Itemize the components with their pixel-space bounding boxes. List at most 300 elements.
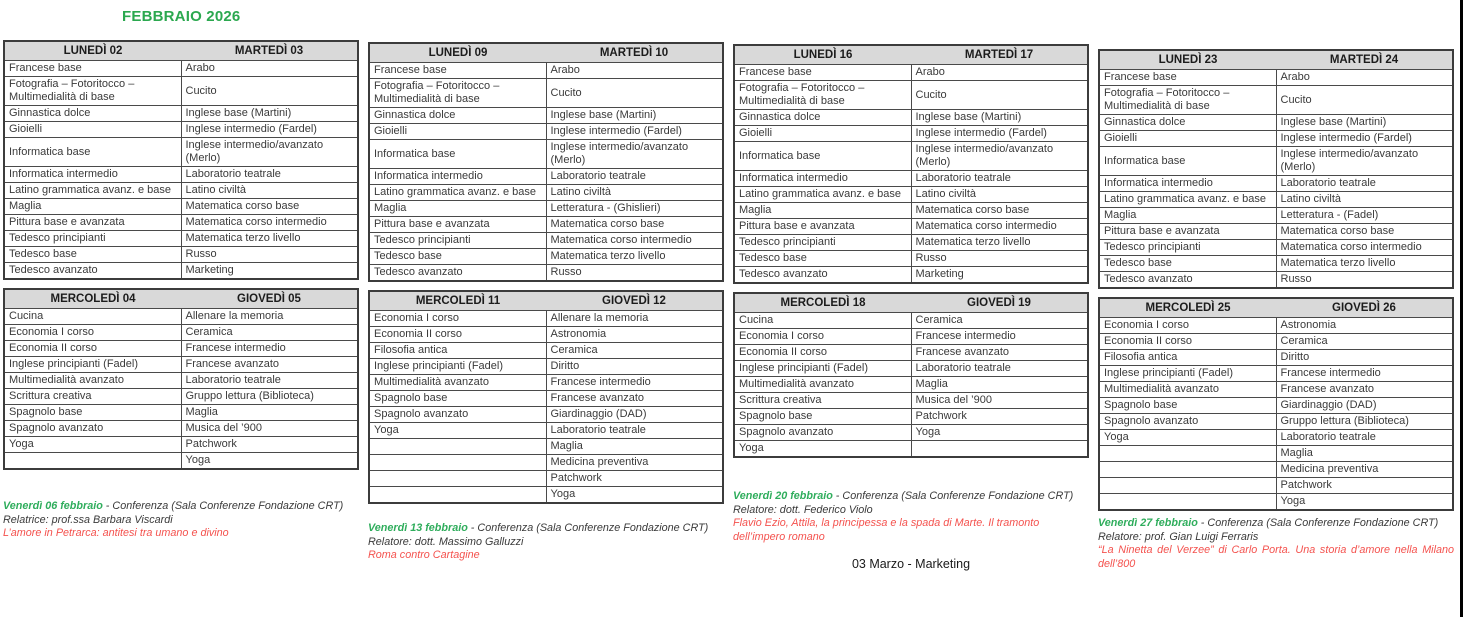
conference-event: - Conferenza (Sala Conferenze Fondazione CRT) bbox=[832, 490, 1074, 502]
course-cell: Francese base bbox=[1099, 70, 1276, 86]
course-cell: Inglese base (Martini) bbox=[911, 110, 1088, 126]
table-row bbox=[369, 201, 723, 217]
course-cell: Cucina bbox=[4, 309, 181, 325]
conference-note-week4 bbox=[1098, 517, 1454, 571]
course-cell: Tedesco principianti bbox=[734, 235, 911, 251]
table-row bbox=[734, 313, 1088, 329]
course-cell: Inglese intermedio/avanzato (Merlo) bbox=[546, 140, 723, 169]
conference-date-line bbox=[3, 500, 359, 514]
course-cell: Maglia bbox=[734, 203, 911, 219]
table-row bbox=[369, 124, 723, 140]
course-cell: Laboratorio teatrale bbox=[546, 423, 723, 439]
course-cell: Yoga bbox=[1099, 430, 1276, 446]
table-row bbox=[734, 409, 1088, 425]
table-row bbox=[369, 327, 723, 343]
course-cell: Cucina bbox=[734, 313, 911, 329]
table-row bbox=[1099, 446, 1453, 462]
course-cell: Inglese principianti (Fadel) bbox=[369, 359, 546, 375]
course-cell: Ginnastica dolce bbox=[734, 110, 911, 126]
course-cell: Allenare la memoria bbox=[546, 311, 723, 327]
course-cell: Inglese base (Martini) bbox=[181, 106, 358, 122]
table-row bbox=[1099, 366, 1453, 382]
conference-date: Venerdì 06 febbraio bbox=[3, 500, 103, 512]
course-cell: Spagnolo base bbox=[734, 409, 911, 425]
course-cell: Latino grammatica avanz. e base bbox=[734, 187, 911, 203]
course-cell: Latino civiltà bbox=[181, 183, 358, 199]
course-cell: Maglia bbox=[181, 405, 358, 421]
table-row bbox=[734, 203, 1088, 219]
course-cell: Spagnolo base bbox=[4, 405, 181, 421]
table-row bbox=[734, 110, 1088, 126]
table-row bbox=[369, 391, 723, 407]
table-row bbox=[4, 183, 358, 199]
table-row bbox=[1099, 462, 1453, 478]
table-row bbox=[369, 63, 723, 79]
day-header-row bbox=[734, 293, 1088, 313]
course-cell: Informatica intermedio bbox=[1099, 176, 1276, 192]
course-cell: Inglese base (Martini) bbox=[546, 108, 723, 124]
course-cell bbox=[369, 455, 546, 471]
course-cell: Economia II corso bbox=[369, 327, 546, 343]
course-cell bbox=[369, 471, 546, 487]
course-cell: Scrittura creativa bbox=[4, 389, 181, 405]
course-cell: Francese avanzato bbox=[181, 357, 358, 373]
course-cell: Yoga bbox=[1276, 494, 1453, 511]
table-row bbox=[734, 251, 1088, 267]
course-cell: Marketing bbox=[911, 267, 1088, 284]
table-row bbox=[369, 343, 723, 359]
course-cell: Economia II corso bbox=[4, 341, 181, 357]
course-cell: Matematica corso intermedio bbox=[911, 219, 1088, 235]
day-header-row bbox=[1099, 298, 1453, 318]
week-column-1 bbox=[3, 40, 359, 541]
table-row bbox=[369, 375, 723, 391]
course-cell bbox=[1099, 462, 1276, 478]
course-cell: Francese intermedio bbox=[546, 375, 723, 391]
conference-topic: L’amore in Petrarca: antitesi tra umano e divino bbox=[3, 527, 229, 539]
table-row bbox=[4, 61, 358, 77]
table-row bbox=[734, 377, 1088, 393]
course-cell: Tedesco principianti bbox=[4, 231, 181, 247]
table-row bbox=[1099, 382, 1453, 398]
course-cell: Inglese intermedio (Fardel) bbox=[911, 126, 1088, 142]
table-row bbox=[1099, 414, 1453, 430]
course-cell: Maglia bbox=[1099, 208, 1276, 224]
table-row bbox=[1099, 494, 1453, 511]
course-cell: Inglese intermedio/avanzato (Merlo) bbox=[1276, 147, 1453, 176]
table-row bbox=[734, 267, 1088, 284]
course-cell: Matematica corso intermedio bbox=[181, 215, 358, 231]
table-row bbox=[4, 263, 358, 280]
course-cell: Multimedialità avanzato bbox=[369, 375, 546, 391]
table-row bbox=[369, 249, 723, 265]
day-header: MERCOLEDÌ 25 bbox=[1099, 298, 1276, 318]
course-cell: Arabo bbox=[546, 63, 723, 79]
course-cell: Letteratura - (Ghislieri) bbox=[546, 201, 723, 217]
course-cell bbox=[911, 441, 1088, 458]
course-cell: Multimedialità avanzato bbox=[4, 373, 181, 389]
course-cell: Cucito bbox=[546, 79, 723, 108]
week-column-4 bbox=[1098, 49, 1454, 571]
course-cell: Tedesco principianti bbox=[369, 233, 546, 249]
course-cell: Yoga bbox=[734, 441, 911, 458]
course-cell: Inglese base (Martini) bbox=[1276, 115, 1453, 131]
conference-note-week2 bbox=[368, 522, 724, 563]
course-cell: Gruppo lettura (Biblioteca) bbox=[1276, 414, 1453, 430]
table-row bbox=[1099, 240, 1453, 256]
course-cell: Gioielli bbox=[734, 126, 911, 142]
table-row bbox=[4, 325, 358, 341]
table-row bbox=[1099, 334, 1453, 350]
course-cell: Matematica corso base bbox=[181, 199, 358, 215]
table-row bbox=[369, 359, 723, 375]
course-cell: Economia II corso bbox=[1099, 334, 1276, 350]
day-header: GIOVEDÌ 05 bbox=[181, 289, 358, 309]
conference-date: Venerdì 20 febbraio bbox=[733, 490, 833, 502]
table-row bbox=[4, 138, 358, 167]
course-cell: Cucito bbox=[181, 77, 358, 106]
course-cell: Francese base bbox=[734, 65, 911, 81]
course-cell: Laboratorio teatrale bbox=[181, 167, 358, 183]
course-cell: Cucito bbox=[1276, 86, 1453, 115]
course-cell: Diritto bbox=[546, 359, 723, 375]
conference-speaker: Relatore: dott. Massimo Galluzzi bbox=[368, 535, 524, 548]
course-cell: Francese avanzato bbox=[1276, 382, 1453, 398]
course-cell: Tedesco principianti bbox=[1099, 240, 1276, 256]
day-header: GIOVEDÌ 12 bbox=[546, 291, 723, 311]
course-cell: Francese intermedio bbox=[911, 329, 1088, 345]
course-cell: Tedesco base bbox=[734, 251, 911, 267]
course-cell: Fotografia – Fotoritocco – Multimedialità di base bbox=[4, 77, 181, 106]
conference-date: Venerdì 13 febbraio bbox=[368, 522, 468, 534]
course-cell: Informatica base bbox=[734, 142, 911, 171]
day-header: LUNEDÌ 02 bbox=[4, 41, 181, 61]
course-cell: Informatica base bbox=[1099, 147, 1276, 176]
table-row bbox=[1099, 398, 1453, 414]
day-header: LUNEDÌ 09 bbox=[369, 43, 546, 63]
course-cell: Gioielli bbox=[4, 122, 181, 138]
course-cell: Cucito bbox=[911, 81, 1088, 110]
conference-date-line bbox=[733, 490, 1089, 504]
day-header: MARTEDÌ 24 bbox=[1276, 50, 1453, 70]
course-cell: Francese base bbox=[4, 61, 181, 77]
table-row bbox=[4, 453, 358, 470]
course-cell: Maglia bbox=[369, 201, 546, 217]
course-cell: Matematica terzo livello bbox=[911, 235, 1088, 251]
course-cell: Economia I corso bbox=[1099, 318, 1276, 334]
table-row bbox=[369, 140, 723, 169]
course-cell: Medicina preventiva bbox=[546, 455, 723, 471]
course-cell: Economia I corso bbox=[734, 329, 911, 345]
march-marketing-note: 03 Marzo - Marketing bbox=[851, 557, 971, 571]
conference-event: - Conferenza (Sala Conferenze Fondazione CRT) bbox=[102, 500, 344, 512]
course-cell: Yoga bbox=[4, 437, 181, 453]
conference-topic: Roma contro Cartagine bbox=[368, 549, 480, 561]
table-row bbox=[734, 65, 1088, 81]
course-cell: Astronomia bbox=[1276, 318, 1453, 334]
course-cell: Tedesco avanzato bbox=[369, 265, 546, 282]
course-cell: Patchwork bbox=[546, 471, 723, 487]
course-cell: Matematica corso base bbox=[911, 203, 1088, 219]
course-cell: Tedesco base bbox=[4, 247, 181, 263]
course-cell: Laboratorio teatrale bbox=[911, 361, 1088, 377]
table-row bbox=[4, 106, 358, 122]
course-cell: Filosofia antica bbox=[369, 343, 546, 359]
course-cell: Laboratorio teatrale bbox=[911, 171, 1088, 187]
table-row bbox=[734, 142, 1088, 171]
course-cell: Filosofia antica bbox=[1099, 350, 1276, 366]
course-cell: Matematica terzo livello bbox=[1276, 256, 1453, 272]
course-cell: Laboratorio teatrale bbox=[181, 373, 358, 389]
course-cell: Giardinaggio (DAD) bbox=[1276, 398, 1453, 414]
table-row bbox=[734, 361, 1088, 377]
table-row bbox=[4, 309, 358, 325]
course-cell: Pittura base e avanzata bbox=[4, 215, 181, 231]
day-header: MERCOLEDÌ 04 bbox=[4, 289, 181, 309]
course-cell: Matematica corso base bbox=[1276, 224, 1453, 240]
course-cell: Informatica intermedio bbox=[734, 171, 911, 187]
course-cell: Multimedialità avanzato bbox=[734, 377, 911, 393]
course-cell: Maglia bbox=[4, 199, 181, 215]
course-cell: Arabo bbox=[1276, 70, 1453, 86]
course-cell: Medicina preventiva bbox=[1276, 462, 1453, 478]
course-cell: Giardinaggio (DAD) bbox=[546, 407, 723, 423]
table-row bbox=[369, 455, 723, 471]
table-row bbox=[369, 233, 723, 249]
day-header: GIOVEDÌ 19 bbox=[911, 293, 1088, 313]
course-cell: Informatica intermedio bbox=[369, 169, 546, 185]
course-cell: Informatica intermedio bbox=[4, 167, 181, 183]
course-cell: Ginnastica dolce bbox=[1099, 115, 1276, 131]
course-cell: Spagnolo avanzato bbox=[734, 425, 911, 441]
table-row bbox=[369, 487, 723, 504]
course-cell: Inglese intermedio (Fardel) bbox=[546, 124, 723, 140]
day-header: MARTEDÌ 03 bbox=[181, 41, 358, 61]
course-cell: Patchwork bbox=[911, 409, 1088, 425]
course-cell: Matematica corso intermedio bbox=[546, 233, 723, 249]
table-row bbox=[1099, 86, 1453, 115]
table-row bbox=[4, 77, 358, 106]
course-cell: Laboratorio teatrale bbox=[1276, 176, 1453, 192]
conference-event: - Conferenza (Sala Conferenze Fondazione CRT) bbox=[1197, 517, 1439, 529]
course-cell: Tedesco base bbox=[1099, 256, 1276, 272]
table-row bbox=[1099, 430, 1453, 446]
course-cell: Russo bbox=[546, 265, 723, 282]
table-row bbox=[734, 126, 1088, 142]
schedule-table-mon23-tue24 bbox=[1098, 49, 1454, 289]
table-row bbox=[4, 167, 358, 183]
course-cell: Francese intermedio bbox=[181, 341, 358, 357]
course-cell bbox=[1099, 494, 1276, 511]
day-header-row bbox=[1099, 50, 1453, 70]
course-cell: Matematica corso intermedio bbox=[1276, 240, 1453, 256]
course-cell: Latino grammatica avanz. e base bbox=[369, 185, 546, 201]
schedule-grid bbox=[3, 0, 1454, 572]
course-cell: Spagnolo avanzato bbox=[369, 407, 546, 423]
table-row bbox=[1099, 224, 1453, 240]
day-header-row bbox=[369, 43, 723, 63]
course-cell: Informatica base bbox=[369, 140, 546, 169]
course-cell: Fotografia – Fotoritocco – Multimedialità di base bbox=[1099, 86, 1276, 115]
course-cell: Ginnastica dolce bbox=[4, 106, 181, 122]
course-cell: Fotografia – Fotoritocco – Multimedialità di base bbox=[734, 81, 911, 110]
table-row bbox=[4, 215, 358, 231]
table-row bbox=[369, 311, 723, 327]
conference-date-line bbox=[368, 522, 724, 536]
table-row bbox=[1099, 318, 1453, 334]
course-cell: Russo bbox=[181, 247, 358, 263]
course-cell: Arabo bbox=[181, 61, 358, 77]
course-cell: Astronomia bbox=[546, 327, 723, 343]
table-row bbox=[1099, 350, 1453, 366]
course-cell: Gruppo lettura (Biblioteca) bbox=[181, 389, 358, 405]
course-cell: Ceramica bbox=[1276, 334, 1453, 350]
table-row bbox=[734, 219, 1088, 235]
course-cell: Ceramica bbox=[546, 343, 723, 359]
table-row bbox=[4, 247, 358, 263]
course-cell: Ceramica bbox=[181, 325, 358, 341]
table-row bbox=[1099, 131, 1453, 147]
course-cell: Matematica terzo livello bbox=[546, 249, 723, 265]
day-header: MERCOLEDÌ 18 bbox=[734, 293, 911, 313]
table-row bbox=[4, 199, 358, 215]
course-cell: Inglese intermedio/avanzato (Merlo) bbox=[181, 138, 358, 167]
course-cell: Marketing bbox=[181, 263, 358, 280]
course-cell: Laboratorio teatrale bbox=[546, 169, 723, 185]
table-row bbox=[4, 405, 358, 421]
course-cell: Maglia bbox=[911, 377, 1088, 393]
course-cell: Spagnolo base bbox=[369, 391, 546, 407]
table-row bbox=[369, 108, 723, 124]
table-row bbox=[369, 439, 723, 455]
table-row bbox=[734, 393, 1088, 409]
schedule-table-mon16-tue17 bbox=[733, 44, 1089, 284]
course-cell: Ginnastica dolce bbox=[369, 108, 546, 124]
day-header: MERCOLEDÌ 11 bbox=[369, 291, 546, 311]
course-cell: Patchwork bbox=[181, 437, 358, 453]
table-row bbox=[1099, 478, 1453, 494]
table-row bbox=[1099, 176, 1453, 192]
course-cell: Yoga bbox=[911, 425, 1088, 441]
course-cell: Inglese principianti (Fadel) bbox=[734, 361, 911, 377]
conference-date: Venerdì 27 febbraio bbox=[1098, 517, 1198, 529]
table-row bbox=[734, 171, 1088, 187]
course-cell: Francese avanzato bbox=[546, 391, 723, 407]
table-row bbox=[734, 81, 1088, 110]
course-cell: Inglese intermedio (Fardel) bbox=[181, 122, 358, 138]
course-cell: Russo bbox=[1276, 272, 1453, 289]
course-cell: Latino civiltà bbox=[911, 187, 1088, 203]
course-cell: Spagnolo base bbox=[1099, 398, 1276, 414]
course-cell: Economia I corso bbox=[4, 325, 181, 341]
course-cell: Latino civiltà bbox=[546, 185, 723, 201]
table-row bbox=[369, 423, 723, 439]
table-row bbox=[4, 231, 358, 247]
day-header-row bbox=[4, 41, 358, 61]
table-row bbox=[369, 407, 723, 423]
schedule-table-mon02-tue03 bbox=[3, 40, 359, 280]
conference-speaker: Relatore: dott. Federico Violo bbox=[733, 503, 873, 516]
course-cell: Yoga bbox=[181, 453, 358, 470]
day-header: MARTEDÌ 10 bbox=[546, 43, 723, 63]
conference-speaker: Relatore: prof. Gian Luigi Ferraris bbox=[1098, 530, 1259, 543]
course-cell: Spagnolo avanzato bbox=[1099, 414, 1276, 430]
table-row bbox=[369, 471, 723, 487]
course-cell: Patchwork bbox=[1276, 478, 1453, 494]
course-cell: Letteratura - (Fadel) bbox=[1276, 208, 1453, 224]
schedule-table-wed11-thu12 bbox=[368, 290, 724, 504]
table-row bbox=[369, 169, 723, 185]
table-row bbox=[369, 185, 723, 201]
course-cell bbox=[369, 439, 546, 455]
table-row bbox=[1099, 256, 1453, 272]
table-row bbox=[1099, 208, 1453, 224]
day-header: MARTEDÌ 17 bbox=[911, 45, 1088, 65]
course-cell: Maglia bbox=[546, 439, 723, 455]
day-header-row bbox=[4, 289, 358, 309]
schedule-table-wed25-thu26 bbox=[1098, 297, 1454, 511]
conference-event: - Conferenza (Sala Conferenze Fondazione CRT) bbox=[467, 522, 709, 534]
table-row bbox=[4, 389, 358, 405]
table-row bbox=[734, 345, 1088, 361]
conference-date-line bbox=[1098, 517, 1454, 531]
table-row bbox=[734, 425, 1088, 441]
table-row bbox=[4, 122, 358, 138]
day-header: LUNEDÌ 23 bbox=[1099, 50, 1276, 70]
day-header-row bbox=[369, 291, 723, 311]
course-cell: Pittura base e avanzata bbox=[369, 217, 546, 233]
course-cell bbox=[369, 487, 546, 504]
course-cell: Inglese principianti (Fadel) bbox=[4, 357, 181, 373]
table-row bbox=[1099, 115, 1453, 131]
course-cell: Tedesco avanzato bbox=[734, 267, 911, 284]
table-row bbox=[369, 217, 723, 233]
course-cell: Matematica corso base bbox=[546, 217, 723, 233]
table-row bbox=[1099, 147, 1453, 176]
course-cell: Allenare la memoria bbox=[181, 309, 358, 325]
course-cell: Maglia bbox=[1276, 446, 1453, 462]
day-header: LUNEDÌ 16 bbox=[734, 45, 911, 65]
course-cell: Latino grammatica avanz. e base bbox=[4, 183, 181, 199]
week-column-2 bbox=[368, 42, 724, 563]
course-cell: Yoga bbox=[369, 423, 546, 439]
course-cell: Spagnolo avanzato bbox=[4, 421, 181, 437]
course-cell: Pittura base e avanzata bbox=[1099, 224, 1276, 240]
table-row bbox=[734, 441, 1088, 458]
table-row bbox=[4, 357, 358, 373]
table-row bbox=[4, 341, 358, 357]
table-row bbox=[369, 79, 723, 108]
course-cell: Francese base bbox=[369, 63, 546, 79]
course-cell: Tedesco base bbox=[369, 249, 546, 265]
course-cell: Laboratorio teatrale bbox=[1276, 430, 1453, 446]
course-cell: Pittura base e avanzata bbox=[734, 219, 911, 235]
table-row bbox=[369, 265, 723, 282]
course-cell bbox=[4, 453, 181, 470]
course-cell: Francese intermedio bbox=[1276, 366, 1453, 382]
course-cell: Arabo bbox=[911, 65, 1088, 81]
table-row bbox=[734, 235, 1088, 251]
day-header-row bbox=[734, 45, 1088, 65]
week-column-3 bbox=[733, 44, 1089, 572]
course-cell: Latino civiltà bbox=[1276, 192, 1453, 208]
page-title: FEBBRAIO 2026 bbox=[122, 8, 241, 25]
course-cell: Inglese intermedio (Fardel) bbox=[1276, 131, 1453, 147]
course-cell: Informatica base bbox=[4, 138, 181, 167]
course-cell: Inglese principianti (Fadel) bbox=[1099, 366, 1276, 382]
conference-topic: “La Ninetta del Verzee” di Carlo Porta. Una storia d’amore nella Milano dell’800 bbox=[1098, 544, 1454, 570]
course-cell: Fotografia – Fotoritocco – Multimedialità di base bbox=[369, 79, 546, 108]
